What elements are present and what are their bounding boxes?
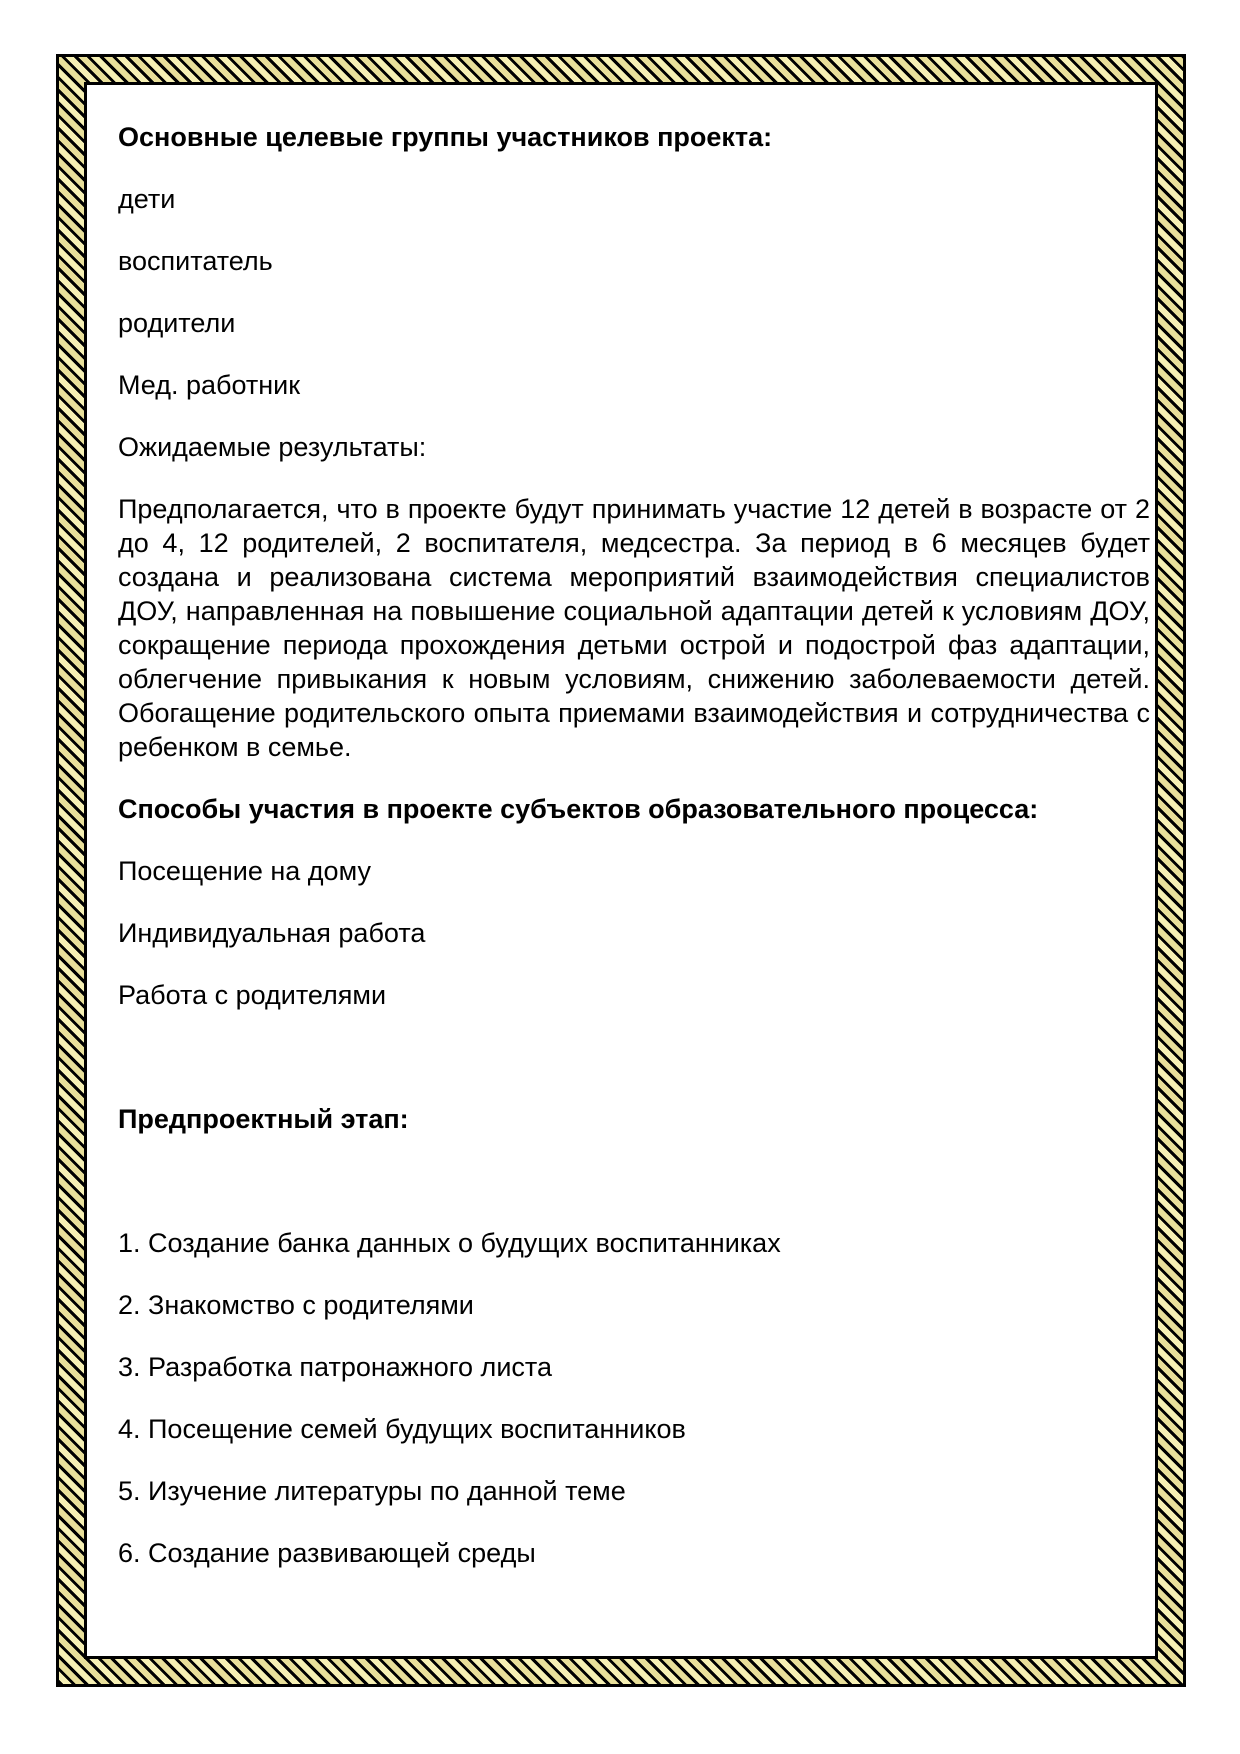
list-item: Индивидуальная работа <box>118 918 426 948</box>
numbered-item: 3. Разработка патронажного листа <box>118 1352 552 1382</box>
section-heading-preproject: Предпроектный этап: <box>118 1104 409 1134</box>
list-item: Мед. работник <box>118 370 301 400</box>
numbered-item: 2. Знакомство с родителями <box>118 1290 474 1320</box>
section-heading-target-groups: Основные целевые группы участников проекта: <box>118 122 773 152</box>
numbered-item: 5. Изучение литературы по данной теме <box>118 1476 626 1506</box>
numbered-item: 1. Создание банка данных о будущих воспитанниках <box>118 1228 781 1258</box>
section-heading-participation: Способы участия в проекте субъектов образовательного процесса: <box>118 794 1039 824</box>
numbered-item: 4. Посещение семей будущих воспитанников <box>118 1414 686 1444</box>
list-item: Работа с родителями <box>118 980 387 1010</box>
list-item: дети <box>118 184 176 214</box>
spacer <box>118 1040 1150 1102</box>
expected-results-paragraph: Предполагается, что в проекте будут принимать участие 12 детей в возрасте от 2 до 4, 12 родителей, 2 воспитателя, медсестра. За период в 6 месяцев будет создана и реализована система мероприятий взаимодействия специалистов ДОУ, направленная на повышение социальной адаптации детей к условиям ДОУ, сокращение периода прохождения детьми острой и подострой фаз адаптации, облегчение привыкания к новым условиям, снижению заболеваемости детей. Обогащение родительского опыта приемами взаимодействия и сотрудничества с ребенком в семье. <box>118 494 1150 762</box>
document-body <box>118 104 1150 1598</box>
list-item: Посещение на дому <box>118 856 371 886</box>
expected-results-label: Ожидаемые результаты: <box>118 432 427 462</box>
list-item: воспитатель <box>118 246 273 276</box>
numbered-item: 6. Создание развивающей среды <box>118 1538 536 1568</box>
list-item: родители <box>118 308 236 338</box>
spacer <box>118 1164 1150 1226</box>
